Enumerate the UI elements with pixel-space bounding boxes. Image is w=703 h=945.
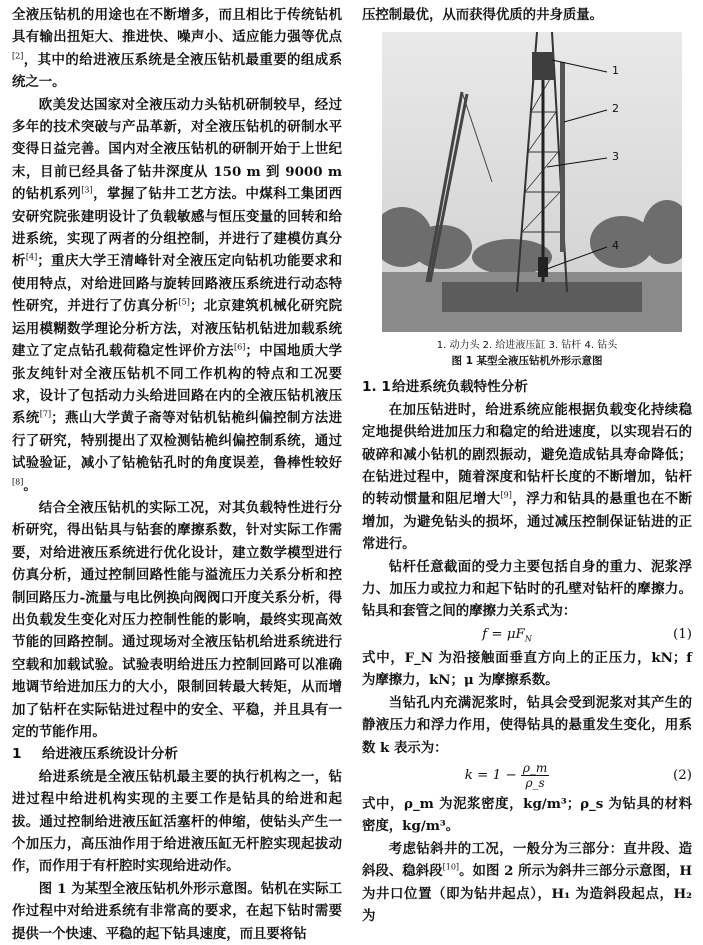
load-characteristic-paragraph: 在加压钻进时，给进系统应能根据负载变化持续稳定地提供给进加压力和稳定的给进速度，以实现岩石的破碎和减小钻机的剧烈振动，避免造成钻具寿命降低；在钻进过程中，随着深度和钻杆长度的不断增加，钻杆的转动惯量和阻尼增大[9]，浮力和钻具的悬重也在不断增加，为避免钻头的损坏，通过减压控制保证钻进的正常进行。 [362, 401, 692, 553]
buoyancy-paragraph: 当钻孔内充满泥浆时，钻具会受到泥浆对其产生的静液压力和浮力作用，使得钻具的悬重发生变化，用系数 k 表示为： [362, 694, 692, 756]
feed-cylinder [560, 62, 565, 252]
equation-1-number: (1) [673, 627, 692, 643]
section-heading-1: 1 给进液压系统设计分析 [12, 746, 178, 763]
background-paragraph: 欧美发达国家对全液压动力头钻机研制较早，经过多年的技术突破与产品革新，对全液压钻机的研制水平变得日益完善。国内对全液压钻机的研制开始于上世纪末，目前已经具备了钻井深度从 150 m 到 9000 m 的钻机系列[3]，掌握了钻井工艺方法。中煤科工集团西安研究院张建明设计了负载敏感与恒压变量的回转和给进系统，实现了两者的分组控制，并进行了建模仿真分析[4]；重庆大学王清峰针对全液压定向钻机功能要求和使用特点，对给进回路与旋转回路液压系统进行动态特性研究，并进行了仿真分析[5]；北京建筑机械化研究院运用模糊数学理论分析方法，对液压钻机钻进加载系统建立了定点钻孔载荷稳定性评价方法[6]；中国地质大学张友纯针对全液压钻机不同工作机构的特点和工况要求，设计了包括动力头给进回路在内的全液压钻机液压系统[7]；燕山大学黄子斋等对钻机钻桅纠偏控制方法进行了研究，特别提出了双检测钻桅纠偏控制系统，通过试验验证，减小了钻桅钻孔时的角度误差，鲁棒性较好[8]。 [12, 96, 343, 494]
citation[interactable]: [7] [39, 409, 52, 419]
citation[interactable]: [4] [25, 253, 38, 262]
citation[interactable]: [9] [500, 490, 512, 500]
figure-1-caption: 图 1 某型全液压钻机外形示意图 [451, 355, 603, 368]
citation[interactable]: [3] [81, 185, 93, 195]
equation-2-explanation: 式中，ρ_m 为泥浆密度，kg/m³；ρ_s 为钻具的材料密度，kg/m³。 [362, 795, 692, 835]
power-head [532, 52, 554, 80]
callout-1: 1 [612, 64, 619, 78]
figure-1-legend: 1. 动力头 2. 给进液压缸 3. 钻杆 4. 钻头 [436, 340, 618, 352]
callout-4: 4 [612, 239, 619, 253]
equation-2-number: (2) [673, 768, 692, 784]
section-heading-1-1: 1. 1给进系统负载特性分析 [362, 379, 528, 396]
inclined-well-paragraph: 考虑钻斜井的工况，一般分为三部分：直井段、造斜段、稳斜段[10]。如图 2 所示为斜井三部分示意图，H 为井口位置（即为钻井起点），H₁ 为造斜段起点，H₂ 为 [362, 840, 693, 924]
equation-1-explanation: 式中，F_N 为沿接触面垂直方向上的正压力，kN；f 为摩擦力，kN；μ 为摩擦系数。 [362, 649, 692, 689]
figure-1-intro-paragraph: 图 1 为某型全液压钻机外形示意图。钻机在实际工作过程中对给进系统有非常高的要求，在起下钻时需要提供一个快速、平稳的起下钻具速度，而且要将钻 [12, 880, 342, 942]
intro-paragraph-continued: 全液压钻机的用途也在不断增多，而且相比于传统钻机具有输出扭矩大、推进快、噪声小、适应能力强等优点[2]，其中的给进液压系统是全液压钻机最重要的组成系统之一。 [12, 7, 342, 91]
citation[interactable]: [2] [12, 51, 24, 61]
citation[interactable]: [5] [178, 297, 190, 307]
drilling-rig-illustration [382, 32, 682, 332]
left-column [12, 4, 342, 945]
drill-bit [538, 257, 548, 277]
section-1-paragraph: 给进系统是全液压钻机最主要的执行机构之一，钻进过程中给进机构实现的主要工作是钻具的给进和起拔。通过控制给进液压缸活塞杆的伸缩，使钻头产生一个加压力，高压油作用于给进液压缸无杆腔实现起拔动作，而作用于有杆腔时实现给进动作。 [12, 768, 342, 875]
summary-paragraph: 结合全液压钻机的实际工况，对其负载特性进行分析研究，得出钻具与钻套的摩擦系数，针对实际工作需要，对给进液压系统进行优化设计，建立数学模型进行仿真分析，通过控制回路性能与溢流压力关系分析和控制回路压力-流量与电比例换向阀阀口开度关系分析，得出负载发生变化对压力控制性能的影响，最终实现高效节能的回路控制。通过现场对全液压钻机给进系统进行空载和加载试验。试验表明给进压力控制回路可以准确地调节给进加压力的大小，限制回转最大转矩，从而增加了钻杆在实际钻进过程中的安全、平稳，并且具有一定的节能作用。 [12, 499, 342, 740]
citation[interactable]: [8] [12, 477, 24, 487]
rig-base-platform [442, 282, 642, 312]
force-analysis-paragraph: 钻杆任意截面的受力主要包括自身的重力、泥浆浮力、加压力或拉力和起下钻时的孔壁对钻杆的摩擦力。钻具和套管之间的摩擦力关系式为： [362, 558, 692, 620]
callout-3: 3 [612, 150, 619, 164]
paragraph-continued: 压控制最优，从而获得优质的井身质量。 [362, 7, 604, 23]
callout-2: 2 [612, 102, 619, 116]
citation[interactable]: [10] [442, 862, 460, 872]
right-column [362, 4, 692, 927]
equation-2: k = 1 − $\frac{\rho\_m}{\rho\_s}$ (2) [464, 761, 692, 791]
citation[interactable]: [6] [234, 342, 246, 352]
equation-1: $f = \mu F_N$ (1) [482, 627, 692, 645]
figure-1-drilling-rig-photo [382, 32, 682, 332]
